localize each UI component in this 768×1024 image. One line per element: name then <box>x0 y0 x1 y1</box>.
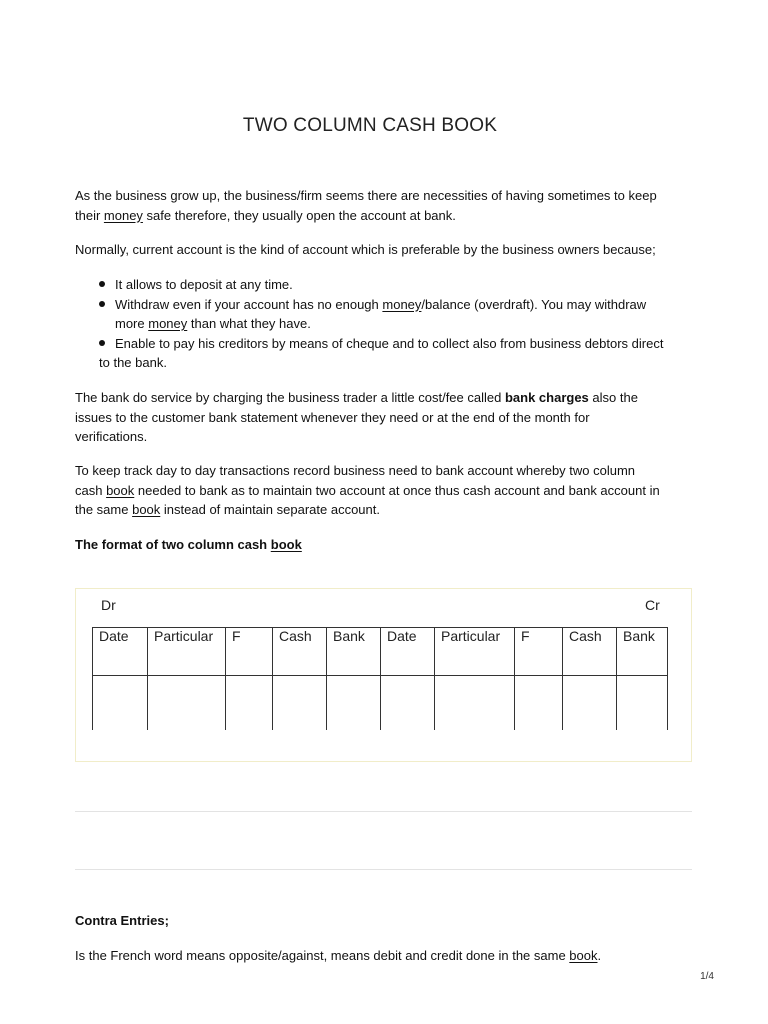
credit-label: Cr <box>645 597 660 613</box>
table-header-row <box>93 628 668 676</box>
header-cell-cash: Cash <box>563 628 617 676</box>
book-link[interactable]: book <box>132 502 161 517</box>
table-cell <box>148 676 226 730</box>
header-cell-date: Date <box>93 628 148 676</box>
header-cell-bank: Bank <box>327 628 381 676</box>
header-cell-cash: Cash <box>273 628 327 676</box>
table-row <box>93 676 668 730</box>
page-title: TWO COLUMN CASH BOOK <box>242 115 498 136</box>
cash-book-paragraph: To keep track day to day transactions record business need to bank account whereby two column cash book needed to bank as to maintain two account at once thus cash account and bank account in the same book instead of maintain separate account. <box>75 463 660 517</box>
bank-charges-term: bank charges <box>504 390 589 405</box>
intro-line-1: As the business grow up, the business/firm seems there are necessities of having sometimes to keep <box>75 188 657 203</box>
book-link[interactable]: book <box>270 537 302 552</box>
table-cell <box>381 676 435 730</box>
header-cell-particular: Particular <box>435 628 515 676</box>
header-cell-bank: Bank <box>617 628 668 676</box>
money-link[interactable]: money <box>103 207 143 223</box>
table-cell <box>226 676 273 730</box>
money-link[interactable]: money <box>382 296 422 312</box>
bullet-icon <box>99 340 105 346</box>
reasons-list <box>75 275 695 373</box>
divider <box>75 869 692 870</box>
list-item-continuation: to the bank. <box>99 355 167 370</box>
money-link[interactable]: money <box>148 316 188 331</box>
book-link[interactable]: book <box>569 948 598 963</box>
table-cell <box>515 676 563 730</box>
header-cell-date: Date <box>381 628 435 676</box>
current-account-paragraph: Normally, current account is the kind of account which is preferable by the business owners because; <box>75 242 656 257</box>
intro-line-2: their money safe therefore, they usually open the account at bank. <box>75 207 456 223</box>
table-cell <box>563 676 617 730</box>
list-item: Withdraw even if your account has no enough money/balance (overdraft). You may withdraw more money than what they have. <box>75 295 695 334</box>
bank-charges-paragraph: The bank do service by charging the business trader a little cost/fee called bank charges also the issues to the customer bank statement whenever they need or at the end of the month for verifications. <box>75 390 638 444</box>
divider <box>75 811 692 812</box>
table-cell <box>617 676 668 730</box>
format-heading: The format of two column cash book <box>75 537 302 552</box>
header-cell-particular: Particular <box>148 628 226 676</box>
bullet-icon <box>99 301 105 307</box>
contra-entries-text: Is the French word means opposite/against, means debit and credit done in the same book. <box>75 948 602 963</box>
cash-book-format-figure <box>75 588 692 762</box>
bullet-icon <box>99 281 105 287</box>
table-cell <box>435 676 515 730</box>
list-item: Enable to pay his creditors by means of cheque and to collect also from business debtors direct <box>75 334 695 354</box>
cash-book-table <box>92 627 668 730</box>
debit-label: Dr <box>101 597 116 613</box>
table-cell <box>273 676 327 730</box>
book-link[interactable]: book <box>106 482 135 498</box>
header-cell-folio: F <box>515 628 563 676</box>
list-item: It allows to deposit at any time. <box>75 275 695 295</box>
contra-entries-heading: Contra Entries; <box>75 913 169 928</box>
intro-paragraph <box>75 186 695 225</box>
page-number: 1/4 <box>700 971 714 982</box>
header-cell-folio: F <box>226 628 273 676</box>
table-cell <box>327 676 381 730</box>
table-cell <box>93 676 148 730</box>
